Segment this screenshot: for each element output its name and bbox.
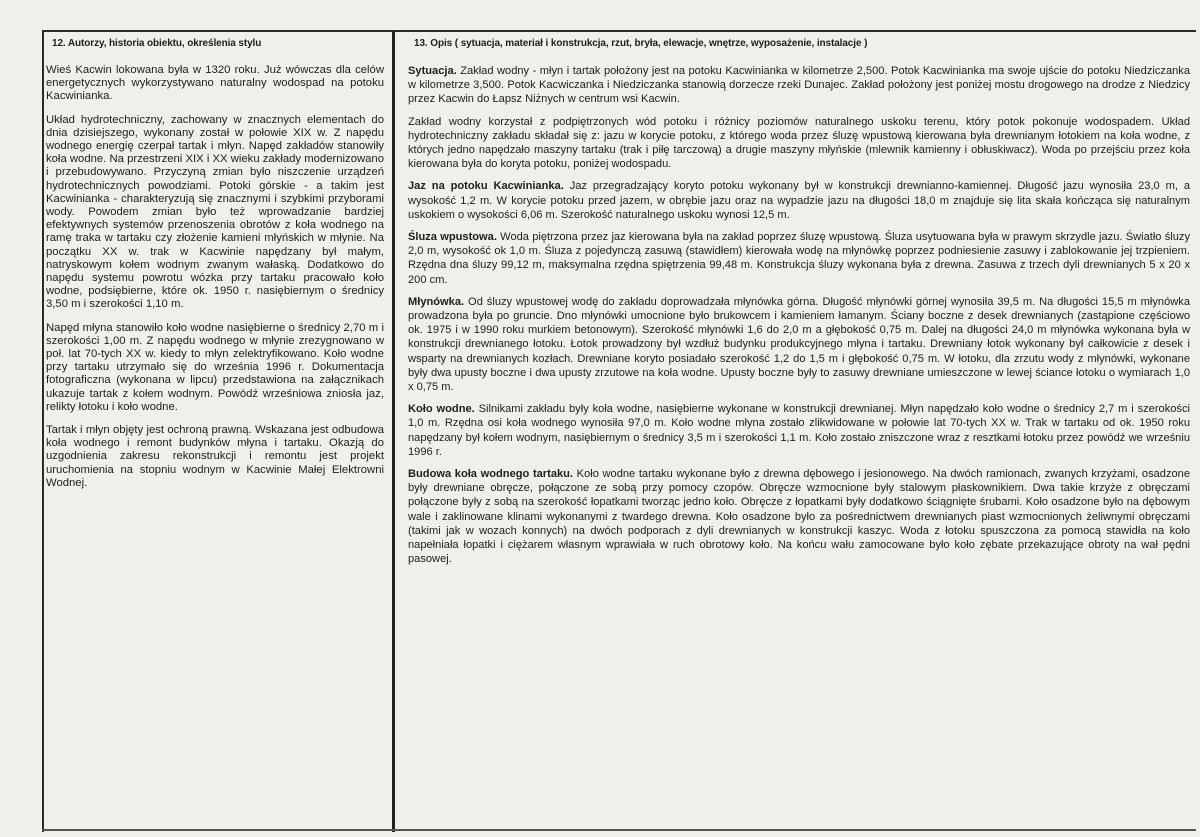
paragraph-lead: Jaz na potoku Kacwinianka. bbox=[408, 180, 564, 193]
paragraph-text: Od śluzy wpustowej wodę do zakładu doprowadzała młynówka górna. Długość młynówki górnej wynosiła 39,5 m. Na długości 15,5 m młynówka prowadzona była po gruncie. Dno młynówki umocnione było brukowcem i kamieniem łamanym. Ściany boczne z desek drewnianych (zastąpione częściowo ok. 1975 i w 1990 roku murkiem betonowym). Szerokość młynówki 1,6 do 2,0 m a głębokość 0,75 m. Dalej na długości 24,0 m młynówka wykonana była w konstrukcji drewnianego łotoku. Łotok prowadzony był wzdłuż budynku produkcyjnego młyna i tartaku. Drewniany łotok wykonany był całkowicie z desek i wsparty na drewnianych kozłach. Drewniane koryto posiadało szerokość 1,2 do 1,5 m i głębokość 0,75 m. W łotoku, dla zrzutu wody z młynówki, wykonane były dwa upusty boczne i dwa upusty zrzutowe na koła wodne. Upusty boczne były to zasuwy drewniane umieszczone w lewej ściance łotoku o wymiarach 1,0 x 0,75 m. bbox=[408, 295, 1190, 394]
column-divider bbox=[392, 30, 395, 832]
description-paragraph-waterwheel bbox=[408, 402, 1190, 459]
history-paragraph: Napęd młyna stanowiło koło wodne nasiębierne o średnicy 2,70 m i szerokości 1,00 m. Z napędu wodnego w młynie zrezygnowano w poł. lat 70-tych XX w. kiedy to młyn zelektryfikowano. Koło wodne przy tartaku utrzymało się do września 1996 r. Dokumentacja fotograficzna (wykonana w lipcu) przedstawiona na załącznikach ukazuje tartak z kołem wodnym. Powódź wrześniowa zniosła jaz, relikty łotoku i koło wodne. bbox=[46, 321, 384, 413]
paragraph-text: Zakład wodny - młyn i tartak położony jest na potoku Kacwinianka w kilometrze 2,500. Potok Kacwinianka ma swoje ujście do potoku Niedziczanka w kilometrze 3,500. Potok Kacwiczanka i Niedziczanka stanowią dorzecze rzeki Dunajec. Zakład położony jest poniżej mostu drogowego na drodze z Niedzicy przez Kacwin do Łapsz Niżnych w centrum wsi Kacwin. bbox=[408, 65, 1190, 106]
description-paragraph-weir bbox=[408, 179, 1190, 222]
description-column bbox=[408, 34, 1190, 575]
paragraph-text: Koło wodne tartaku wykonane było z drewna dębowego i jesionowego. Na dwóch ramionach, zwanych krzyżami, osadzone były drewniane obręcze, połączone ze sobą przy pomocy czopów. Obręcze wzmocnione były stalowym płaskownikiem. Dwa takie krzyże z obręczami połączone były z sobą na szerokość łopatkami tworząc jedno koło. Obręcze z łopatkami były dodatkowo ściągnięte śrubami. Koło osadzone było na dębowym wale i zaklinowane klinami wykonanymi z twardego drewna. Koło osadzone było za pośrednictwem drewnianych piast wzmocnionych żeliwnymi obręczami (takimi jak w wozach konnych) na dwóch podporach z dyli drewnianych w konstrukcji kaszyc. Woda z łotoku spuszczona za pomocą stawidła na koło napełniała łopatki i ciężarem własnym wprawiała w ruch obrotowy koło. Na końcu wału zamocowane było koło zębate przekazujące obroty na wał pędni pasowej. bbox=[408, 468, 1191, 566]
paragraph-text: Silnikami zakładu były koła wodne, nasiębierne wykonane w konstrukcji drewnianej. Młyn napędzało koło wodne o średnicy 2,7 m i szerokości 1,0 m. Rzędna osi koła wodnego wynosiła 97,0 m. Koło wodne młyna zostało zlikwidowane w połowie lat 70-tych XX w. Trak w tartaku od ok. 1950 roku napędzany był kołem wodnym, nasiębiernym o średnicy 3,5 m i szerokości 1,1 m. Koło zostało zniszczone wraz z resztkami łotoku przez powódź we wrześniu 1996 r. bbox=[408, 403, 1190, 458]
paragraph-lead: Młynówka. bbox=[408, 295, 465, 308]
paragraph-lead: Koło wodne. bbox=[408, 403, 475, 416]
description-paragraph-system bbox=[408, 115, 1190, 172]
section-13-heading: 13. Opis ( sytuacja, materiał i konstrukcja, rzut, bryła, elewacje, wnętrze, wyposażenie, instalacje ) bbox=[414, 38, 868, 49]
description-paragraph-wheel-construction bbox=[408, 467, 1190, 566]
history-paragraph: Wieś Kacwin lokowana była w 1320 roku. Już wówczas dla celów energetycznych wykorzystywano naturalny wodospad na potoku Kacwinianka. bbox=[46, 64, 384, 103]
history-column bbox=[46, 34, 384, 500]
history-paragraph: Układ hydrotechniczny, zachowany w znacznych elementach do dnia dzisiejszego, wykonany został w połowie XIX w. Z napędu wodnego energię czerpał tartak i młyn. Napęd zakładów stanowiły koła wodne. Na przestrzeni XIX i XX wieku zakłady modernizowano i przebudowywano. Przyczyną zmian było niszczenie urządzeń hydrotechnicznych powodziami. Potoki górskie - a takim jest Kacwinianka - charakteryzują się znacznymi i szybkimi przyborami wody. Powodem zmian było też wprowadzanie bardziej efektywnych systemów przenoszenia obrotów z koła wodnego na ramę traka w tartaku czy złożenie kamieni młyńskich w młynie. Na początku XX w. trak w Kacwinie napędzany był małym, natryskowym kołem wodnym zwanym wałaską. Dodatkowo do napędu systemu powrotu wózka przy tartaku pracowało koło wodne, podsiębierne, które ok. 1950 r. nasiębiernym o średnicy 3,50 m i szerokości 1,10 m. bbox=[46, 113, 384, 311]
paragraph-lead: Sytuacja. bbox=[408, 65, 457, 77]
description-paragraph-sluice bbox=[408, 230, 1190, 287]
section-12-heading: 12. Autorzy, historia obiektu, określenia stylu bbox=[52, 38, 262, 49]
paragraph-text: Jaz przegradzający koryto potoku wykonany był w konstrukcji drewnianno-kamiennej. Długość jazu wynosiła 23,0 m, a wysokość 1,2 m. W korycie potoku przed jazem, w obrębie jazu oraz na wypadzie jazu na długości 18,0 m znajduje się lita skała kończąca się naturalnym uskokiem o wysokości 6,06 m. Szerokość naturalnego uskoku wynosi 12,5 m. bbox=[408, 180, 1190, 221]
paragraph-lead: Śluza wpustowa. bbox=[408, 231, 497, 244]
bottom-rule bbox=[42, 829, 1196, 831]
paragraph-text: Zakład wodny korzystał z podpiętrzonych wód potoku i różnicy poziomów naturalnego uskoku terenu, który potok pokonuje wodospadem. Układ hydrotechniczny zakładu składał się z: jazu w korycie potoku, z którego woda przez śluzę wpustową kierowana była drewnianym łotokiem na koła wodne, z których jedno napędzało maszyny tartaku (trak i piłę tarczową) a drugie maszyny młyńskie (mlewnik kamienny i obłuskiwacz). Woda po przejściu przez koła kierowana była do koryta potoku, poniżej wodospadu. bbox=[408, 115, 1190, 171]
description-paragraph-situation bbox=[408, 64, 1190, 107]
paragraph-text: Woda piętrzona przez jaz kierowana była na zakład poprzez śluzę wpustową. Śluza usytuowana była w prawym skrzydle jazu. Światło śluzy 2,0 m, wysokość ok 1,0 m. Śluza z pojedynczą zasuwą (stawidłem) kierowała wodę na młynówkę poprzez podniesienie zasuwy i zablokowanie jej trzpieniem. Rzędna dna śluzy 99,12 m, maksymalna rzędna spiętrzenia 99,48 m. Konstrukcja śluzy wykonana była z drewna. Zasuwa z trzech dyli drewnianych 5 x 20 x 200 cm. bbox=[408, 231, 1190, 286]
description-paragraph-millrace bbox=[408, 295, 1190, 394]
paragraph-lead: Budowa koła wodnego tartaku. bbox=[408, 468, 574, 481]
history-paragraph: Tartak i młyn objęty jest ochroną prawną. Wskazana jest odbudowa koła wodnego i remont budynków młyna i tartaku. Okazją do uzgodnienia zakresu rekonstrukcji i remontu jest projekt uruchomienia na stopniu wodnym w Kacwinie Małej Elektrowni Wodnej. bbox=[46, 424, 384, 489]
